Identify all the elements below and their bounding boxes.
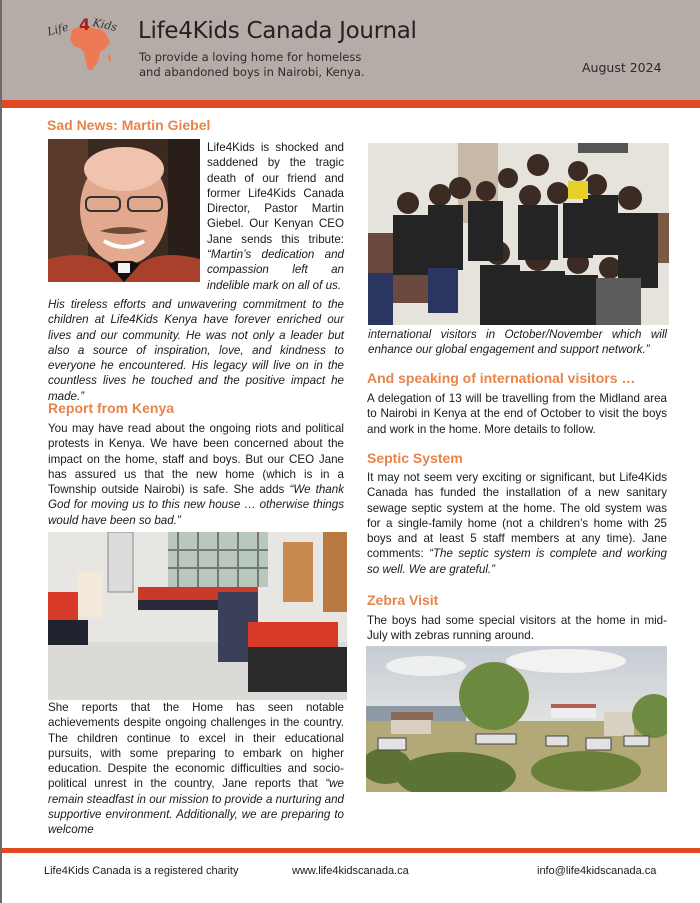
report-continued-quote-text: international visitors in October/November which will enhance our global engagement and support network.” (368, 328, 667, 357)
tagline-line-2: and abandoned boys in Nairobi, Kenya. (139, 65, 365, 79)
report-paragraph-2 (48, 700, 344, 838)
heading-sad-news: Sad News: Martin Giebel (47, 117, 211, 133)
masthead (2, 0, 700, 100)
svg-text:Kids: Kids (91, 16, 119, 34)
svg-text:4: 4 (79, 15, 91, 34)
report-paragraph-2-text: She reports that the Home has seen notable achievements despite ongoing challenges in the country. The children continue to excel in their educational pursuits, with some preparing to embark on higher education. Despite the economic difficulties and socio-political unrest in the country, Jane reports that (48, 701, 344, 791)
photo-martin-giebel (48, 139, 200, 282)
tagline-line-1: To provide a loving home for homeless (139, 50, 362, 64)
heading-international-visitors: And speaking of international visitors … (367, 370, 636, 386)
life4kids-logo (42, 12, 132, 72)
report-paragraph-1-text: You may have read about the ongoing riots and political protests in Kenya. We have been concerned about the impact on the home, staff and boys. But our CEO Jane has assured us that the new home (which is in a Township outside Nairobi) is safe. She adds (48, 422, 344, 497)
zebra-body: The boys had some special visitors at the home in mid-July with zebras running around. (367, 614, 667, 643)
septic-body-quote: “The septic system is complete and working so well. We are grateful.” (367, 547, 667, 576)
journal-title: Life4Kids Canada Journal (138, 18, 417, 44)
heading-report-from-kenya: Report from Kenya (48, 400, 175, 416)
septic-body-text: It may not seem very exciting or significant, but Life4Kids Canada has funded the installation of a new sanitary sewage septic system at the home. The old system was for a single-family home (not a children’s home with 25 boys and at least 5 staff members at any time). Jane comments: (367, 471, 667, 561)
report-paragraph-1 (48, 421, 344, 528)
issue-date: August 2024 (582, 60, 662, 75)
header-accent-bar (2, 100, 700, 108)
report-paragraph-2-quote: “we remain steadfast in our mission to provide a nurturing and supportive environment. Additionally, we are preparing to welcome (48, 777, 344, 837)
report-paragraph-1-quote: “We thank God for moving us to this new house … otherwise things would have been so bad.” (48, 483, 344, 527)
visitors-body: A delegation of 13 will be travelling from the Midland area to Nairobi in Kenya at the end of October to visit the boys and work in the home. More details to follow. (367, 392, 667, 436)
heading-septic-system: Septic System (367, 450, 463, 466)
footer-website-link[interactable]: www.life4kidscanada.ca (292, 865, 409, 877)
heading-zebra-visit: Zebra Visit (367, 592, 439, 608)
photo-boys-living-room (48, 532, 347, 700)
africa-map-icon (42, 12, 132, 72)
tagline (139, 50, 439, 80)
photo-group-boys-with-jane (368, 143, 669, 325)
sad-news-intro-text: Life4Kids is shocked and saddened by the tragic death of our friend and former Life4Kids Canada Director, Pastor Martin Giebel. Our Kenyan CEO Jane sends this tribute: (207, 141, 344, 246)
footer-charity-note: Life4Kids Canada is a registered charity (44, 865, 239, 877)
sad-news-quote (48, 297, 344, 404)
sad-news-quote-start: “Martin’s dedication and compassion left an indelible mark on all of us. (207, 248, 344, 292)
septic-body (367, 470, 667, 577)
sad-news-quote-end: His tireless efforts and unwavering commitment to the children at Life4Kids Kenya have forever enriched our lives and our community. He was not only a leader but also a source of inspiration, love, and kindness to everyone he encountered. His legacy will live on in the countless lives he touched and the positive impact he made.” (48, 298, 344, 403)
sad-news-intro (207, 140, 344, 293)
footer-email-link[interactable]: info@life4kidscanada.ca (537, 865, 657, 877)
footer-accent-bar (2, 848, 700, 853)
svg-text:Life: Life (45, 20, 70, 39)
photo-zebras (366, 646, 667, 792)
report-continued-quote (368, 327, 667, 358)
